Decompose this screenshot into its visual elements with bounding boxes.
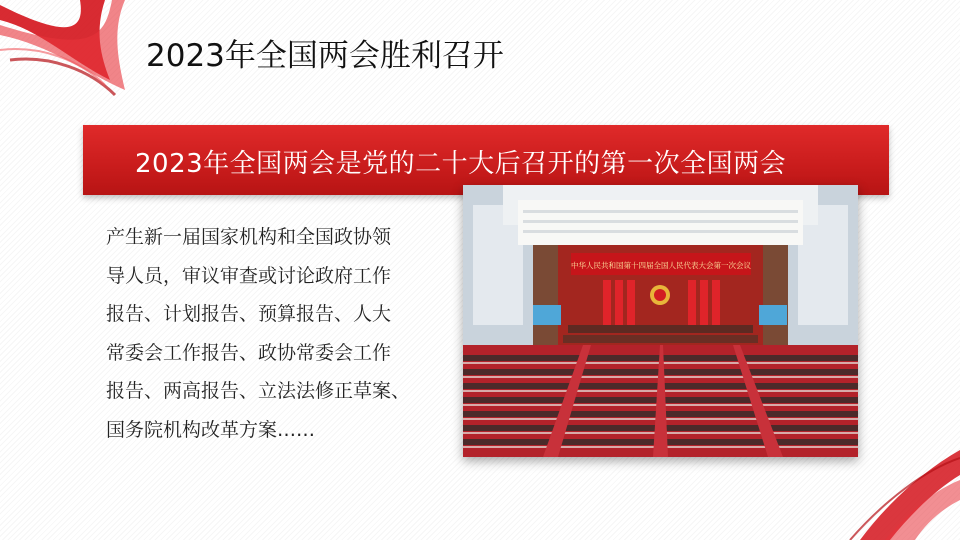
assembly-hall-photo bbox=[463, 185, 858, 457]
body-line: 报告、两高报告、立法法修正草案、 bbox=[106, 380, 411, 402]
body-line: 报告、计划报告、预算报告、人大 bbox=[106, 303, 392, 325]
body-paragraph bbox=[106, 218, 461, 449]
body-line: 国务院机构改革方案…… bbox=[106, 418, 316, 441]
red-ribbon-decoration-top-left bbox=[0, 0, 140, 100]
banner-text: 2023年全国两会是党的二十大后召开的第一次全国两会 bbox=[135, 149, 787, 179]
body-line: 导人员，审议审查或讨论政府工作 bbox=[106, 264, 392, 287]
slide-title: 2023年全国两会胜利召开 bbox=[146, 38, 504, 74]
stage-banner-text: 中华人民共和国第十四届全国人民代表大会第一次会议 bbox=[571, 261, 751, 270]
body-line: 常委会工作报告、政协常委会工作 bbox=[106, 341, 392, 364]
body-line: 产生新一届国家机构和全国政协领 bbox=[106, 226, 392, 248]
